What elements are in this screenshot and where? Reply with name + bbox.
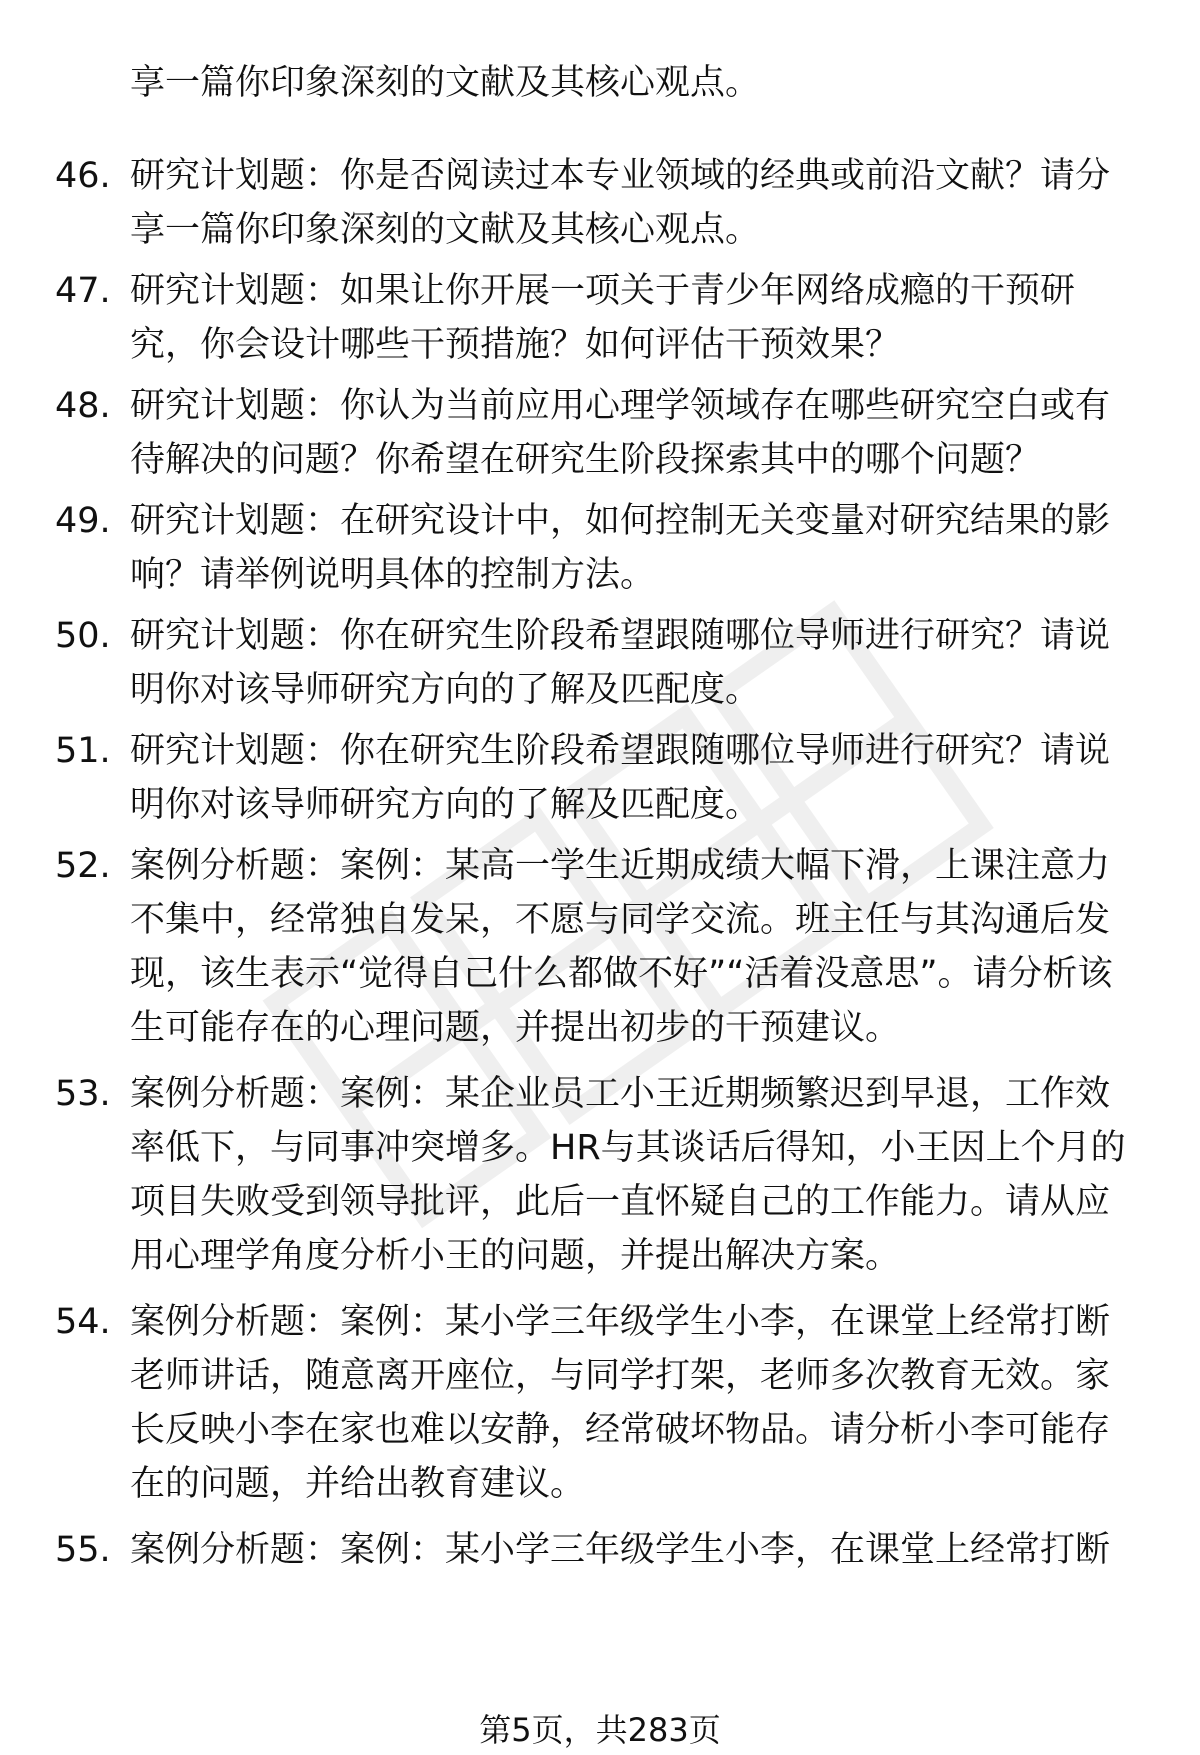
question-text: 研究计划题：你在研究生阶段希望跟随哪位导师进行研究？请说明你对该导师研究方向的了解及匹配度。 [130, 616, 1111, 710]
page-footer: 第5页，共283页 [479, 1711, 721, 1749]
question-text: 案例分析题：案例：某小学三年级学生小李，在课堂上经常打断 [130, 1530, 1111, 1570]
question-text: 研究计划题：在研究设计中，如何控制无关变量对研究结果的影响？请举例说明具体的控制方法。 [130, 501, 1111, 595]
question-number: 46. [55, 156, 111, 196]
question-number: 52. [55, 846, 111, 886]
question-text: 研究计划题：你在研究生阶段希望跟随哪位导师进行研究？请说明你对该导师研究方向的了解及匹配度。 [130, 731, 1111, 825]
question-text: 案例分析题：案例：某企业员工小王近期频繁迟到早退，工作效率低下，与同事冲突增多。HR与其谈话后得知，小王因上个月的项目失败受到领导批评，此后一直怀疑自己的工作能力。请从应用心理学角度分析小王的问题，并提出解决方案。 [130, 1074, 1126, 1276]
question-number: 49. [55, 501, 111, 541]
question-text: 案例分析题：案例：某高一学生近期成绩大幅下滑，上课注意力不集中，经常独自发呆，不愿与同学交流。班主任与其沟通后发现，该生表示“觉得自己什么都做不好”“活着没意思”。请分析该生可能存在的心理问题，并提出初步的干预建议。 [130, 846, 1113, 1048]
question-number: 53. [55, 1074, 111, 1114]
question-number: 51. [55, 731, 111, 771]
question-number: 54. [55, 1302, 111, 1342]
continuation-text: 享一篇你印象深刻的文献及其核心观点。 [130, 63, 761, 103]
question-text: 案例分析题：案例：某小学三年级学生小李，在课堂上经常打断老师讲话，随意离开座位，与同学打架，老师多次教育无效。家长反映小李在家也难以安静，经常破坏物品。请分析小李可能存在的问题，并给出教育建议。 [130, 1302, 1111, 1504]
question-number: 48. [55, 386, 111, 426]
question-text: 研究计划题：如果让你开展一项关于青少年网络成瘾的干预研究，你会设计哪些干预措施？如何评估干预效果？ [130, 271, 1076, 365]
question-number: 47. [55, 271, 111, 311]
question-text: 研究计划题：你是否阅读过本专业领域的经典或前沿文献？请分享一篇你印象深刻的文献及其核心观点。 [130, 156, 1111, 250]
question-number: 55. [55, 1530, 111, 1570]
question-number: 50. [55, 616, 111, 656]
question-text: 研究计划题：你认为当前应用心理学领域存在哪些研究空白或有待解决的问题？你希望在研究生阶段探索其中的哪个问题？ [130, 386, 1111, 480]
